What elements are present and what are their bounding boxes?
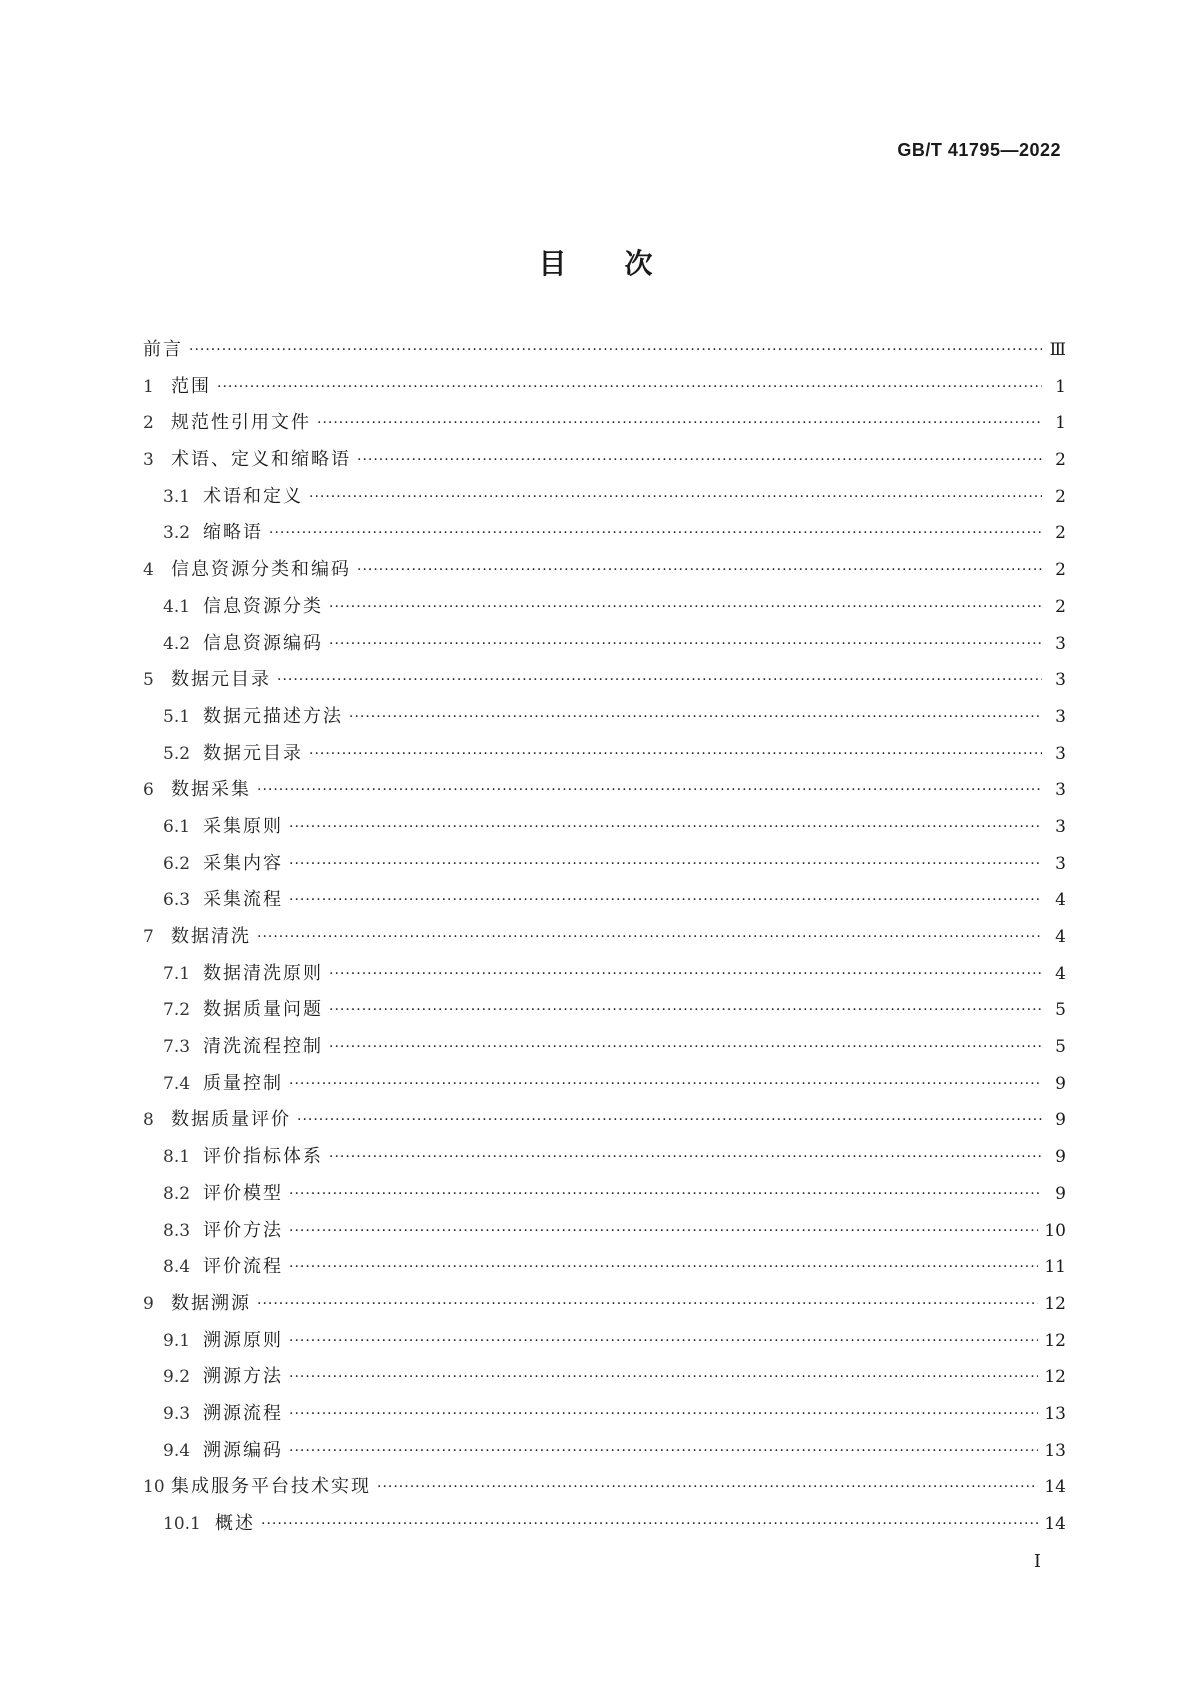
toc-entry-page: 2 [1055,450,1066,471]
dot-leader [329,595,1042,619]
toc-entry-number: 6.1 [163,816,191,837]
toc-entry[interactable] [143,558,1066,595]
toc-entry[interactable] [143,448,1066,485]
dot-leader [289,1402,1038,1426]
toc-entry[interactable] [143,668,1066,705]
toc-entry-page: 4 [1055,963,1066,984]
toc-entry-page: 3 [1055,670,1066,691]
toc-entry[interactable] [143,925,1066,962]
toc-entry-label: 数据清洗 [171,926,251,947]
toc-entry-label: 清洗流程控制 [203,1036,323,1058]
toc-entry-page: 4 [1055,890,1066,911]
toc-entry[interactable] [143,1072,1066,1109]
dot-leader [261,1512,1038,1536]
toc-entry[interactable] [143,1329,1066,1366]
toc-entry-number: 8.3 [163,1220,191,1241]
toc-entry-number: 5 [143,670,154,691]
toc-entry-label: 采集流程 [203,889,283,911]
dot-leader [257,778,1042,802]
toc-entry-label: 前言 [143,339,183,360]
toc-entry-number: 4.1 [163,596,191,617]
toc-entry-number: 5.2 [163,743,191,764]
dot-leader [357,558,1042,582]
toc-entry-page: 11 [1044,1257,1066,1278]
dot-leader [297,1108,1042,1132]
toc-entry-page: 9 [1055,1183,1066,1204]
toc-entry-label: 术语、定义和缩略语 [171,449,351,471]
toc-entry-label: 数据元目录 [171,669,271,691]
dot-leader [289,1439,1038,1463]
toc-entry-page: Ⅲ [1049,340,1066,360]
table-of-contents [143,338,1066,1549]
dot-leader [309,485,1042,509]
toc-entry-number: 4 [143,560,154,581]
toc-entry-page: 2 [1055,596,1066,617]
toc-entry[interactable] [143,1219,1066,1256]
dot-leader [257,1292,1038,1316]
dot-leader [357,448,1042,472]
toc-entry-label: 溯源编码 [203,1439,283,1461]
toc-entry-number: 9.3 [163,1403,191,1424]
toc-entry[interactable] [143,1145,1066,1182]
dot-leader [289,815,1042,839]
toc-entry[interactable] [143,778,1066,815]
toc-entry-label: 集成服务平台技术实现 [171,1476,371,1498]
dot-leader [289,1219,1038,1243]
toc-entry[interactable] [143,815,1066,852]
toc-entry-label: 溯源原则 [203,1329,283,1351]
toc-entry[interactable] [143,852,1066,889]
toc-entry-page: 3 [1055,743,1066,764]
dot-leader [309,742,1042,766]
toc-entry-number: 5.1 [163,706,191,727]
toc-entry-number: 6 [143,780,154,801]
toc-entry-page: 4 [1055,927,1066,947]
toc-entry-number: 8 [143,1110,154,1131]
toc-entry-page: 12 [1044,1293,1066,1314]
dot-leader [289,1182,1042,1206]
toc-entry-number: 2 [143,413,154,434]
toc-entry-label: 信息资源分类 [203,595,323,617]
toc-entry-number: 3 [143,450,154,471]
toc-entry-label: 评价方法 [203,1219,283,1241]
toc-entry-number: 9 [143,1293,154,1314]
toc-entry-label: 信息资源编码 [203,632,323,654]
toc-entry-page: 1 [1055,376,1066,397]
dot-leader [217,375,1042,399]
dot-leader [189,338,1042,362]
toc-entry-page: 14 [1044,1477,1066,1498]
toc-entry[interactable] [143,338,1066,375]
toc-entry-label: 缩略语 [203,522,263,544]
toc-entry-label: 溯源方法 [203,1366,283,1388]
toc-entry[interactable] [143,1255,1066,1292]
toc-entry[interactable] [143,1439,1066,1476]
toc-entry-label: 采集原则 [203,815,283,837]
toc-entry-label: 信息资源分类和编码 [171,559,351,581]
toc-entry-number: 7.3 [163,1037,191,1058]
dot-leader [277,668,1042,692]
toc-entry-page: 12 [1044,1367,1066,1388]
toc-entry-label: 评价模型 [203,1182,283,1204]
toc-entry-page: 3 [1055,706,1066,727]
toc-entry-page: 2 [1055,560,1066,581]
toc-entry-label: 溯源流程 [203,1402,283,1424]
dot-leader [289,1255,1038,1279]
toc-entry[interactable] [143,742,1066,779]
toc-entry[interactable] [143,1182,1066,1219]
toc-entry[interactable] [143,375,1066,412]
toc-entry[interactable] [143,521,1066,558]
toc-entry-number: 3.1 [163,486,191,507]
toc-entry[interactable] [143,411,1066,448]
toc-entry-number: 6.2 [163,853,191,874]
toc-entry-number: 7 [143,927,154,947]
toc-entry-label: 数据质量评价 [171,1109,291,1131]
toc-entry-label: 数据元描述方法 [203,705,343,727]
toc-entry[interactable] [143,705,1066,742]
dot-leader [289,888,1042,912]
toc-entry-page: 1 [1055,413,1066,434]
toc-entry-label: 评价指标体系 [203,1146,323,1168]
page-title: 目次 [538,247,711,280]
dot-leader [329,998,1042,1022]
toc-entry-number: 9.4 [163,1440,191,1461]
toc-entry-number: 8.1 [163,1147,191,1168]
toc-entry-label: 术语和定义 [203,485,303,507]
toc-entry-label: 质量控制 [203,1072,283,1094]
toc-entry-page: 3 [1055,780,1066,801]
toc-entry-label: 范围 [171,375,211,397]
toc-entry-number: 9.1 [163,1330,191,1351]
toc-entry-page: 9 [1055,1073,1066,1094]
toc-entry-page: 2 [1055,486,1066,507]
toc-entry[interactable] [143,1475,1066,1512]
toc-entry-number: 1 [143,376,154,397]
toc-entry-page: 14 [1044,1514,1066,1534]
toc-entry-number: 8.4 [163,1257,191,1278]
dot-leader [377,1475,1038,1499]
toc-entry-label: 数据质量问题 [203,999,323,1021]
toc-entry-page: 3 [1055,853,1066,874]
toc-entry-label: 规范性引用文件 [171,412,311,434]
toc-entry[interactable] [143,888,1066,925]
dot-leader [269,521,1042,545]
toc-entry-label: 数据元目录 [203,742,303,764]
toc-entry-label: 数据采集 [171,779,251,801]
toc-entry-page: 3 [1055,633,1066,654]
toc-entry[interactable] [143,1035,1066,1072]
toc-entry-page: 13 [1044,1440,1066,1461]
dot-leader [257,925,1042,949]
toc-entry-number: 8.2 [163,1183,191,1204]
dot-leader [329,1145,1042,1169]
toc-entry[interactable] [143,632,1066,669]
toc-entry[interactable] [143,998,1066,1035]
toc-entry[interactable] [143,1292,1066,1329]
toc-entry[interactable] [143,1402,1066,1439]
toc-entry-label: 数据清洗原则 [203,962,323,984]
toc-entry-number: 7.4 [163,1073,191,1094]
toc-entry-page: 3 [1055,816,1066,837]
toc-entry-label: 评价流程 [203,1256,283,1278]
toc-entry-number: 10.1 [163,1514,201,1534]
toc-entry-page: 5 [1055,1000,1066,1021]
toc-entry-number: 10 [143,1477,165,1498]
toc-entry[interactable] [143,1512,1066,1549]
dot-leader [289,852,1042,876]
toc-entry[interactable] [143,1108,1066,1145]
dot-leader [289,1329,1038,1353]
toc-entry-number: 4.2 [163,633,191,654]
dot-leader [289,1072,1042,1096]
toc-entry-page: 5 [1055,1037,1066,1058]
toc-entry[interactable] [143,595,1066,632]
toc-entry-page: 10 [1044,1220,1066,1241]
toc-entry-page: 9 [1055,1147,1066,1168]
dot-leader [349,705,1042,729]
standard-code: GB/T 41795—2022 [897,140,1061,160]
toc-entry-label: 概述 [215,1513,255,1534]
toc-entry-number: 7.2 [163,1000,191,1021]
dot-leader [329,962,1042,986]
toc-entry-label: 采集内容 [203,852,283,874]
toc-entry-number: 3.2 [163,523,191,544]
toc-entry-number: 6.3 [163,890,191,911]
page-number: Ⅰ [1033,1551,1041,1572]
toc-entry-page: 9 [1055,1110,1066,1131]
toc-entry-page: 2 [1055,523,1066,544]
toc-entry[interactable] [143,1365,1066,1402]
dot-leader [317,411,1042,435]
dot-leader [329,632,1042,656]
toc-entry[interactable] [143,962,1066,999]
dot-leader [329,1035,1042,1059]
toc-entry[interactable] [143,485,1066,522]
dot-leader [289,1365,1038,1389]
toc-entry-page: 13 [1044,1403,1066,1424]
toc-entry-number: 9.2 [163,1367,191,1388]
toc-entry-label: 数据溯源 [171,1292,251,1314]
toc-entry-number: 7.1 [163,963,191,984]
toc-entry-page: 12 [1044,1330,1066,1351]
